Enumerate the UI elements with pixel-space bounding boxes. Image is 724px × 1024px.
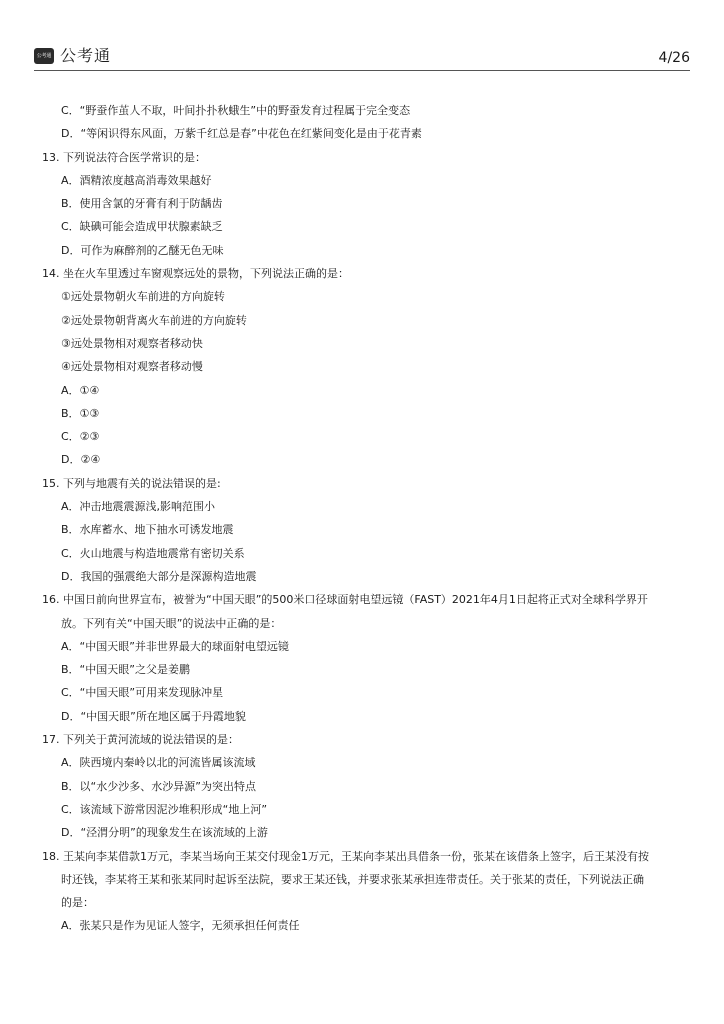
answer-option: ④远处景物相对观察者移动慢 [61,360,203,374]
answer-option: B．水库蓄水、地下抽水可诱发地震 [61,523,234,537]
answer-option: B．以“水少沙多、水沙异源”为突出特点 [61,779,256,793]
brand-logo-icon [34,48,54,64]
answer-option: C．该流域下游常因泥沙堆积形成“地上河” [61,802,268,816]
answer-option: A．酒精浓度越高消毒效果越好 [61,173,212,187]
answer-option: A．①④ [61,383,100,397]
document-body [42,104,692,943]
question-stem: 17. 下列关于黄河流域的说法错误的是： [42,733,239,747]
question-stem-continued: 放。下列有关“中国天眼”的说法中正确的是： [61,616,282,630]
answer-option: A．“中国天眼”并非世界最大的球面射电望远镜 [61,639,289,653]
answer-option: C．“中国天眼”可用来发现脉冲星 [61,686,224,700]
question-stem: 13. 下列说法符合医学常识的是： [42,150,206,164]
answer-option: A．冲击地震震源浅,影响范围小 [61,500,216,514]
brand-name: 公考通 [60,46,112,65]
answer-option: D．我国的强震绝大部分是深源构造地震 [61,569,257,583]
answer-option: D．“等闲识得东风面，万紫千红总是春”中花色在红紫间变化是由于花青素 [61,127,422,141]
answer-option: D．“泾渭分明”的现象发生在该流域的上游 [61,826,268,840]
answer-option: C．缺碘可能会造成甲状腺素缺乏 [61,220,223,234]
answer-option: B．使用含氯的牙膏有利于防龋齿 [61,197,223,211]
question-stem-continued: 的是： [61,896,94,910]
answer-option: C．火山地震与构造地震常有密切关系 [61,546,245,560]
answer-option: ①远处景物朝火车前进的方向旋转 [61,290,225,304]
answer-option: A．张某只是作为见证人签字，无须承担任何责任 [61,919,300,933]
answer-option: ③远处景物相对观察者移动快 [61,336,203,350]
answer-option: D．“中国天眼”所在地区属于丹霞地貌 [61,709,246,723]
page-header [34,44,690,71]
question-stem: 15. 下列与地震有关的说法错误的是: [42,476,221,490]
answer-option: B．“中国天眼”之父是姜鹏 [61,663,190,677]
question-stem: 14. 坐在火车里透过车窗观察远处的景物，下列说法正确的是： [42,267,349,281]
question-stem: 16. 中国日前向世界宣布，被誉为“中国天眼”的500米口径球面射电望远镜（FAST）2021年4月1日起将正式对全球科学界开 [42,593,648,607]
question-stem: 18. 王某向李某借款1万元，李某当场向王某交付现金1万元，王某向李某出具借条一份，张某在该借条上签字，后王某没有按 [42,849,649,863]
answer-option: A．陕西境内秦岭以北的河流皆属该流域 [61,756,256,770]
brand-logo-mark: 公考通 [36,52,52,59]
page-number: 4/26 [658,50,690,66]
answer-option: B．①③ [61,406,100,420]
answer-option: D．②④ [61,453,101,467]
answer-option: C．“野蚕作茧人不取，叶间扑扑秋蛾生”中的野蚕发育过程属于完全变态 [61,104,411,117]
answer-option: C．②③ [61,430,100,444]
answer-option: ②远处景物朝背离火车前进的方向旋转 [61,313,247,327]
question-stem-continued: 时还钱，李某将王某和张某同时起诉至法院，要求王某还钱，并要求张某承担连带责任。关于张某的责任，下列说法正确 [61,872,644,886]
answer-option: D．可作为麻醉剂的乙醚无色无味 [61,243,224,257]
